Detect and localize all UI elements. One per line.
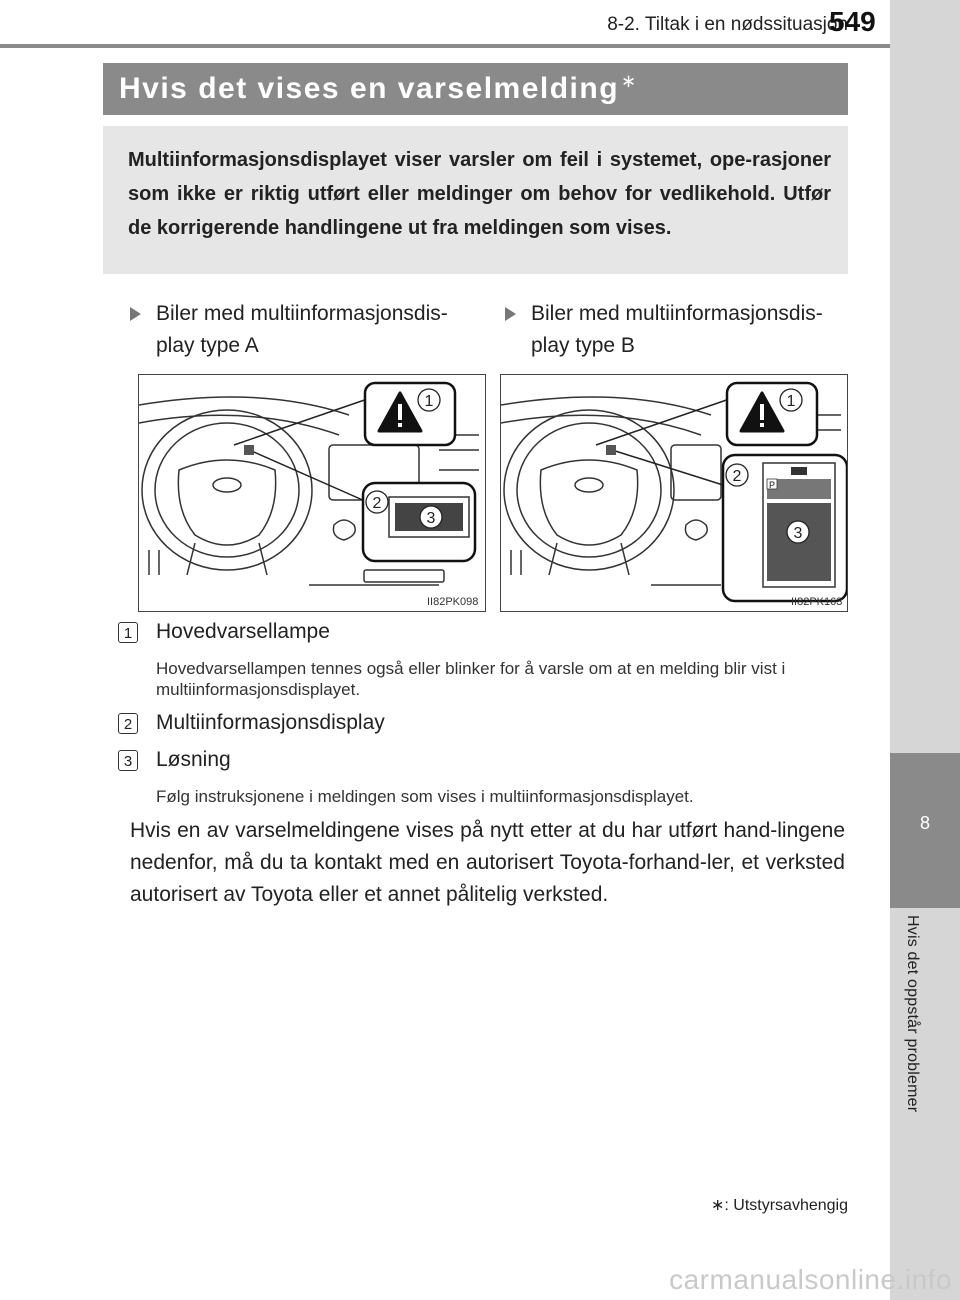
- triangle-bullet-icon: [130, 307, 141, 321]
- watermark: carmanualsonline.info: [669, 1264, 952, 1295]
- dashboard-illustration-a: [139, 375, 485, 611]
- callout-3: 3: [426, 510, 436, 527]
- dashboard-illustration-b: [501, 375, 847, 611]
- intro-text: Multiinformasjonsdisplayet viser varsler om feil i systemet, ope-rasjoner som ikke er riktig utført eller meldinger om behov for vedlikehold. Utfør de korrigerende handlingene ut fra meldingen som vises.: [128, 149, 831, 239]
- callout-1: 1: [786, 393, 796, 410]
- callout-2: 2: [732, 468, 742, 485]
- callout-3: 3: [793, 525, 803, 542]
- page-number: 549: [829, 6, 876, 37]
- body-paragraph: Hvis en av varselmeldingene vises på nytt etter at du har utført hand-lingene nedenfor, må du ta kontakt med en autorisert Toyota-forhand-ler, et verksted autorisert av Toyota eller et annet pålitelig verksted.: [130, 819, 845, 906]
- variant-b-text: Biler med multiinformasjonsdis-play type B: [531, 302, 823, 357]
- chapter-number: 8: [919, 813, 930, 833]
- display-letter: P: [768, 480, 776, 490]
- footnote: [711, 1195, 848, 1215]
- header-rule: [0, 44, 890, 48]
- item-desc-3: Følg instruksjonene i meldingen som vises i multiinformasjonsdisplayet.: [156, 787, 694, 806]
- callout-1: 1: [424, 393, 434, 410]
- page-title: Hvis det vises en varselmelding: [119, 72, 620, 105]
- section-heading: 8-2. Tiltak i en nødssituasjon: [607, 14, 848, 35]
- figure-code-b: II82PK163: [791, 596, 843, 608]
- item-number-1: 1: [118, 622, 138, 643]
- footnote-text: : Utstyrsavhengig: [724, 1197, 848, 1214]
- item-title-2: Multiinformasjonsdisplay: [156, 711, 385, 734]
- chapter-title-vertical: [903, 915, 943, 1165]
- triangle-bullet-icon: [505, 307, 516, 321]
- footnote-mark: ∗: [710, 1197, 725, 1214]
- item-number-3: 3: [118, 750, 138, 771]
- variant-a-text: Biler med multiinformasjonsdis-play type A: [156, 302, 448, 357]
- callout-2: 2: [372, 495, 382, 512]
- figure-display-type-a: [138, 374, 486, 612]
- item-number-2: 2: [118, 713, 138, 734]
- figure-display-type-b: [500, 374, 848, 612]
- figure-code-a: II82PK098: [427, 596, 479, 608]
- optional-equipment-mark: ∗: [621, 71, 637, 91]
- item-title-3: Løsning: [156, 748, 231, 771]
- chapter-number-tab: [890, 753, 960, 908]
- item-title-1: Hovedvarsellampe: [156, 620, 330, 643]
- intro-box: [103, 126, 848, 274]
- chapter-title: Hvis det oppstår problemer: [904, 915, 921, 1113]
- title-bar: [103, 63, 848, 115]
- item-desc-1: Hovedvarsellampen tennes også eller blinker for å varsle om at en melding blir vist i multiinformasjonsdisplayet.: [156, 659, 786, 699]
